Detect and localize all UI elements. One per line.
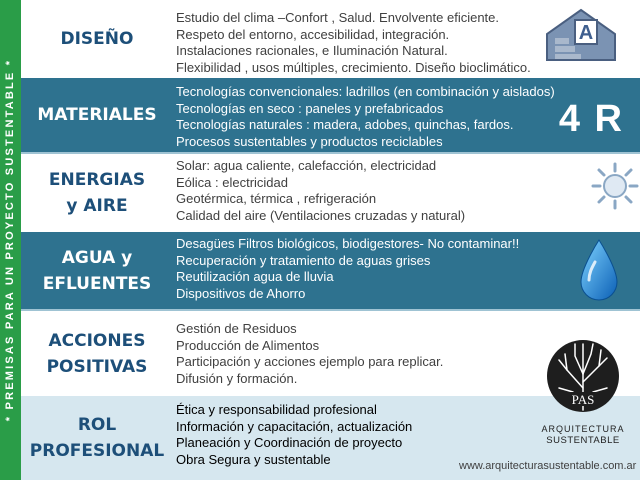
footer-url[interactable]: www.arquitecturasustentable.com.ar [459, 460, 637, 472]
water-drop-icon [577, 238, 621, 304]
list-item: Tecnologías naturales : madera, adobes, quinchas, fardos. [176, 117, 514, 132]
section-items [176, 10, 531, 76]
sidebar [0, 0, 21, 480]
energy-rating-icon [541, 6, 621, 64]
logo-initials: PAS [571, 392, 595, 407]
logo-line2: SUSTENTABLE [546, 435, 620, 446]
list-item: Flexibilidad , usos múltiples, crecimiento. Diseño bioclimático. [176, 59, 531, 75]
section-title: AGUA y EFLUENTES [42, 247, 152, 294]
list-item: Gestión de Residuos [176, 321, 297, 336]
section-items [176, 158, 465, 224]
list-item: Información y capacitación, actualización [176, 418, 413, 434]
list-item: Producción de Alimentos [176, 337, 320, 353]
section-energias [21, 154, 640, 232]
list-item: Planeación y Coordinación de proyecto [176, 435, 403, 450]
section-agua [21, 232, 640, 309]
section-title: DISEÑO [60, 29, 134, 49]
list-item: Recuperación y tratamiento de aguas grises [176, 252, 431, 268]
section-items [176, 321, 443, 387]
section-title: ACCIONES POSITIVAS [46, 330, 148, 377]
list-item: Instalaciones racionales, e Iluminación Natural. [176, 43, 448, 58]
list-item: Tecnologías en seco : paneles y prefabricados [176, 100, 444, 116]
section-items [176, 236, 519, 302]
pas-tree-logo [545, 330, 621, 422]
section-title: ROL PROFESIONAL [29, 415, 165, 461]
sun-icon [591, 162, 639, 210]
list-item: Obra Segura y sustentable [176, 451, 331, 467]
list-item: Reutilización agua de lluvia [176, 269, 334, 284]
list-item: Respeto del entorno, accesibilidad, integración. [176, 26, 450, 42]
section-materiales [21, 78, 640, 152]
section-title: MATERIALES [37, 105, 157, 125]
list-item: Participación y acciones ejemplo para replicar. [176, 354, 444, 369]
list-item: Dispositivos de Ahorro [176, 285, 306, 301]
list-item: Difusión y formación. [176, 370, 298, 386]
four-r-badge: 4 R [558, 98, 624, 140]
section-title: ENERGIAS y AIRE [48, 170, 146, 216]
section-items [176, 84, 555, 150]
logo-line1: ARQUITECTURA [541, 424, 625, 434]
list-item: Geotérmica, térmica , refrigeración [176, 191, 377, 206]
energy-rating-letter: A [578, 22, 594, 44]
list-item: Tecnologías convencionales: ladrillos (en combinación y aislados) [176, 84, 555, 99]
list-item: Estudio del clima –Confort , Salud. Envolvente eficiente. [176, 10, 500, 25]
list-item: Eólica : electricidad [176, 174, 288, 190]
list-item: Procesos sustentables y productos reciclables [176, 133, 443, 149]
list-item: Calidad del aire (Ventilaciones cruzadas y natural) [176, 207, 466, 223]
list-item: Ética y responsabilidad profesional [176, 402, 377, 417]
list-item: Solar: agua caliente, calefacción, electricidad [176, 158, 437, 173]
sidebar-title: * PREMISAS PARA UN PROYECTO SUSTENTABLE * [4, 58, 16, 422]
list-item: Desagües Filtros biológicos, biodigestores- No contaminar!! [176, 236, 520, 251]
section-diseno [21, 0, 640, 78]
section-items [176, 402, 412, 468]
